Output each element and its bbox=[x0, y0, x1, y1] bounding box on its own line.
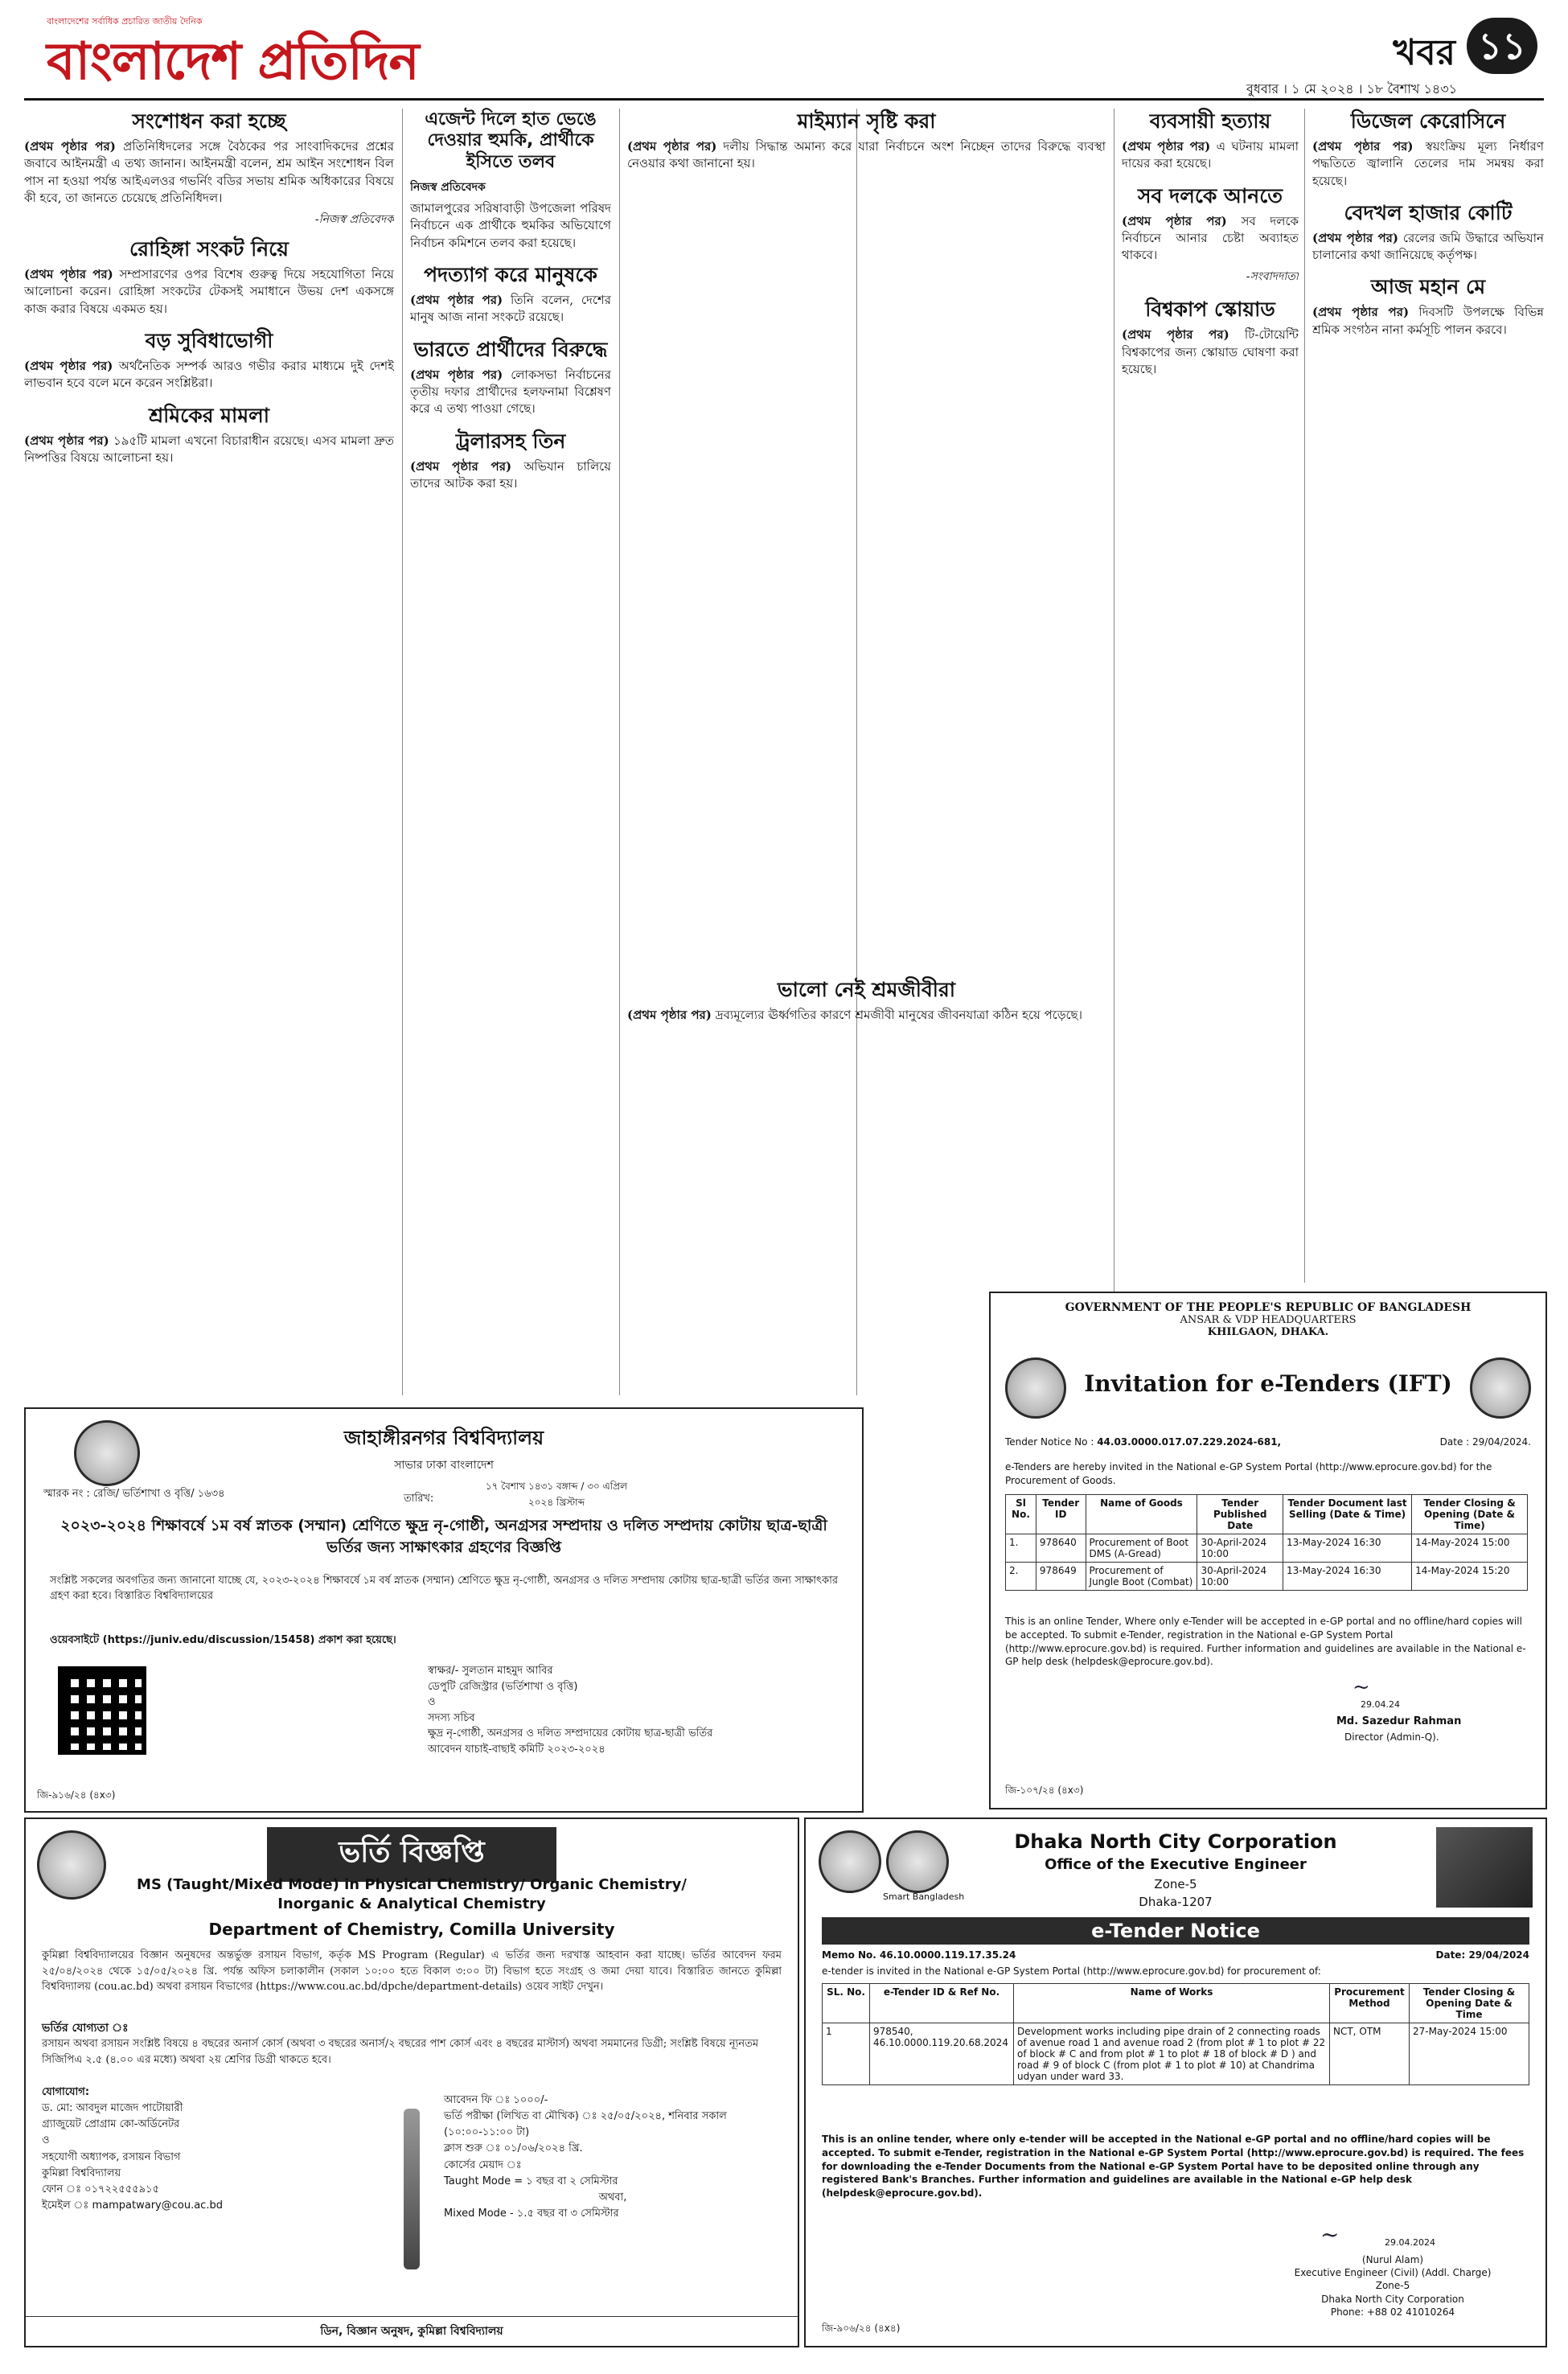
ju-website-link[interactable]: ওয়েবসাইটে (https://juniv.edu/discussion/15458) প্রকাশ করা হয়েছে। bbox=[50, 1634, 396, 1646]
govt-line2: ANSAR & VDP HEADQUARTERS bbox=[1180, 1314, 1357, 1326]
article-a2-continuation: (প্রথম পৃষ্ঠার পর) bbox=[24, 267, 113, 282]
ju-signer: স্বাক্ষর/- সুলতান মাহমুদ আবির bbox=[428, 1665, 553, 1677]
govt-th-close: Tender Closing & Opening (Date & Time) bbox=[1412, 1495, 1528, 1534]
govt-date bbox=[1440, 1436, 1531, 1448]
masthead-rule bbox=[24, 98, 1544, 101]
govt-row2-sl: 2. bbox=[1006, 1563, 1036, 1591]
dncc-date-label: Date: bbox=[1435, 1949, 1466, 1961]
article-a11-title[interactable]: ব্যবসায়ী হত্যায় bbox=[1149, 109, 1271, 133]
article-a3-continuation: (প্রথম পৃষ্ঠার পর) bbox=[24, 359, 113, 374]
dncc-th-sl: SL. No. bbox=[823, 1984, 870, 2023]
govt-date-value: 29/04/2024. bbox=[1472, 1436, 1531, 1448]
dncc-city: Dhaka-1207 bbox=[1139, 1895, 1213, 1909]
qr-code-icon[interactable] bbox=[58, 1666, 146, 1755]
dateline: বুধবার । ১ মে ২০২৪ । ১৮ বৈশাখ ১৪৩১ bbox=[1246, 81, 1457, 97]
article-a9-continuation: (প্রথম পৃষ্ঠার পর) bbox=[627, 139, 717, 154]
article-a1-continuation: (প্রথম পৃষ্ঠার পর) bbox=[24, 139, 116, 154]
ju-name: জাহাঙ্গীরনগর বিশ্ববিদ্যালয় bbox=[343, 1427, 544, 1449]
article-a3-title[interactable]: বড় সুবিধাভোগী bbox=[145, 329, 273, 353]
article-a7-title[interactable]: ভারতে প্রার্থীদের বিরুদ্ধে bbox=[413, 337, 608, 361]
cu-contact-phone: ফোন ঃ ০১৭২২৫৫৫৯১৫ bbox=[42, 2183, 159, 2195]
govt-signature: ~ bbox=[1353, 1675, 1370, 1699]
article-a16-body: দিবসটি উপলক্ষে বিভিন্ন শ্রমিক সংগঠন নানা কর্মসূচি পালন করবে। bbox=[1312, 305, 1544, 337]
dncc-signer-zone: Zone-5 bbox=[1375, 2280, 1410, 2292]
article-a4-body: ১৯৫টি মামলা এখনো বিচারাধীন রয়েছে। এসব মামলা দ্রুত নিষ্পত্তির বিষয়ে আলোচনা হয়। bbox=[24, 433, 394, 465]
article-a14-title[interactable]: ডিজেল কেরোসিনে bbox=[1350, 109, 1506, 133]
govt-row2-id: 978649 bbox=[1036, 1563, 1086, 1591]
article-a5-title[interactable]: এজেন্ট দিলে হাত ভেঙে দেওয়ার হুমকি, প্রার্থীকে ইসিতে তলব bbox=[425, 109, 597, 172]
govt-notice bbox=[1005, 1436, 1281, 1448]
article-a6-title[interactable]: পদত্যাগ করে মানুষকে bbox=[424, 263, 597, 287]
dncc-row-close: 27-May-2024 15:00 bbox=[1410, 2023, 1529, 2085]
ju-date-label: তারিখ: bbox=[404, 1493, 434, 1505]
table-row bbox=[823, 2023, 1529, 2085]
dncc-zone: Zone-5 bbox=[1154, 1877, 1197, 1891]
govt-th-pub: Tender Published Date bbox=[1197, 1495, 1283, 1534]
article-a6-continuation: (প্রথম পৃষ্ঠার পর) bbox=[410, 293, 503, 308]
article-a8-continuation: (প্রথম পৃষ্ঠার পর) bbox=[410, 458, 512, 474]
ju-date: ১৭ বৈশাখ ১৪৩১ বঙ্গাব্দ / ৩০ এপ্রিল ২০২৪ খ্রিস্টাব্দ bbox=[485, 1481, 628, 1508]
dncc-signer-org: Dhaka North City Corporation bbox=[1321, 2293, 1464, 2305]
dncc-sign-date: 29.04.2024 bbox=[1385, 2237, 1435, 2248]
article-a8-body: অভিযান চালিয়ে তাদের আটক করা হয়। bbox=[410, 458, 611, 491]
ansar-emblem-icon bbox=[1470, 1357, 1531, 1419]
article-a14-body: স্বয়ংক্রিয় মূল্য নির্ধারণ পদ্ধতিতে জ্বালানি তেলের দাম সমন্বয় করা হয়েছে। bbox=[1312, 139, 1544, 188]
cu-fee: আবেদন ফি ঃ ১০০০/- bbox=[444, 2094, 548, 2106]
article-a16-title[interactable]: আজ মহান মে bbox=[1370, 275, 1486, 299]
govt-row1-goods: Procurement of Boot DMS (A-Gread) bbox=[1086, 1534, 1197, 1563]
dncc-org: Dhaka North City Corporation bbox=[1014, 1830, 1337, 1853]
column-divider bbox=[1304, 109, 1305, 1283]
dncc-table-wrap bbox=[822, 1983, 1529, 2085]
govt-title: Invitation for e-Tenders (IFT) bbox=[1084, 1370, 1452, 1397]
dncc-office: Office of the Executive Engineer bbox=[1045, 1856, 1307, 1873]
newspaper-logo[interactable]: বাংলাদেশ প্রতিদিন bbox=[47, 32, 419, 92]
article-a12-body: সব দলকে নির্বাচনে আনার চেষ্টা অব্যাহত থাকবে। bbox=[1122, 213, 1299, 263]
smart-bangladesh-logo-icon bbox=[886, 1830, 949, 1893]
govt-line1: GOVERNMENT OF THE PEOPLE'S REPUBLIC OF BANGLADESH bbox=[1065, 1301, 1472, 1314]
ju-signature-block bbox=[428, 1663, 749, 1757]
column-divider bbox=[619, 109, 620, 1395]
dncc-th-close: Tender Closing & Opening Date & Time bbox=[1410, 1984, 1529, 2023]
cu-footer: ডিন, বিজ্ঞান অনুষদ, কুমিল্লা বিশ্ববিদ্যালয় bbox=[26, 2316, 798, 2346]
article-a14-continuation: (প্রথম পৃষ্ঠার পর) bbox=[1312, 139, 1414, 154]
ad-jahangirnagar-university bbox=[24, 1407, 864, 1813]
dncc-th-ref: e-Tender ID & Ref No. bbox=[870, 1984, 1014, 2023]
article-a12-title[interactable]: সব দলকে আনতে bbox=[1137, 183, 1283, 207]
dncc-date-value: 29/04/2024 bbox=[1468, 1949, 1529, 1961]
cu-duration-label: কোর্সের মেয়াদ ঃ bbox=[444, 2158, 522, 2171]
article-a16-continuation: (প্রথম পৃষ্ঠার পর) bbox=[1312, 305, 1410, 320]
govt-th-id: Tender ID bbox=[1036, 1495, 1086, 1534]
govt-row2-sell: 13-May-2024 16:30 bbox=[1283, 1563, 1412, 1591]
govt-row2-goods: Procurement of Jungle Boot (Combat) bbox=[1086, 1563, 1197, 1591]
dncc-tender-table bbox=[822, 1983, 1529, 2085]
govt-table-header-row bbox=[1006, 1495, 1528, 1534]
dncc-row-sl: 1 bbox=[823, 2023, 870, 2085]
dncc-th-method: Procurement Method bbox=[1330, 1984, 1410, 2023]
govt-row1-sell: 13-May-2024 16:30 bbox=[1283, 1534, 1412, 1563]
govt-line3: KHILGAON, DHAKA. bbox=[1207, 1326, 1329, 1338]
ju-and: ও bbox=[428, 1696, 436, 1708]
article-a7-continuation: (প্রথম পৃষ্ঠার পর) bbox=[410, 367, 503, 382]
govt-row2-close: 14-May-2024 15:20 bbox=[1412, 1563, 1528, 1591]
table-row bbox=[1006, 1563, 1528, 1591]
cu-contact-email[interactable]: ইমেইল ঃ mampatwary@cou.ac.bd bbox=[42, 2199, 223, 2212]
dncc-title: e-Tender Notice bbox=[822, 1917, 1529, 1945]
cu-process: ভর্তি পরীক্ষা (লিখিত বা মৌখিক) ঃ ২৫/০৫/২০২৪, শনিবার সকাল (১০:০০-১১:০০ টা) bbox=[444, 2110, 727, 2139]
article-a11-continuation: (প্রথম পৃষ্ঠার পর) bbox=[1122, 139, 1211, 154]
smart-bangladesh-label: Smart Bangladesh bbox=[883, 1891, 965, 1902]
test-tube-icon bbox=[404, 2109, 420, 2269]
article-a10-continuation: (প্রথম পৃষ্ঠার পর) bbox=[627, 1008, 712, 1022]
dncc-row-method: NCT, OTM bbox=[1330, 2023, 1410, 2085]
article-a15-body: রেলের জমি উদ্ধারে অভিযান চালানোর কথা জানিয়েছে কর্তৃপক্ষ। bbox=[1312, 230, 1544, 263]
article-a2-body: সম্প্রসারণের ওপর বিশেষ গুরুত্ব দিয়ে সহযোগিতা নিয়ে আলোচনা করেন। রোহিঙ্গা সংকটের টেকসই সমাধানে উভয় দেশ একসঙ্গে কাজ করার বিষয়ে একমত হয়। bbox=[24, 267, 394, 316]
dncc-logo-icon bbox=[819, 1830, 881, 1893]
article-a9-title[interactable]: মাইম্যান সৃষ্টি করা bbox=[797, 109, 936, 133]
article-a13-body: টি-টোয়েন্টি বিশ্বকাপের জন্য স্কোয়াড ঘোষণা করা হয়েছে। bbox=[1122, 327, 1299, 377]
govt-row1-sl: 1. bbox=[1006, 1534, 1036, 1563]
cu-contact-org: কুমিল্লা বিশ্ববিদ্যালয় bbox=[42, 2167, 121, 2179]
article-a4-continuation: (প্রথম পৃষ্ঠার পর) bbox=[24, 433, 109, 448]
cu-details bbox=[444, 2093, 782, 2222]
cu-contact-label: যোগাযোগ: bbox=[42, 2086, 90, 2098]
page-number-badge: ১১ bbox=[1467, 18, 1537, 74]
column-5 bbox=[1122, 105, 1299, 1287]
cu-eligibility: রসায়ন অথবা রসায়ন সংশ্লিষ্ট বিষয়ে ৪ বছরের অনার্স কোর্স (অথবা ৩ বছরের অনার্স/২ বছরের পাশ কোর্স এবং ৪ বছরের মাস্টার্স) অথবা সমমানের ডিগ্রী; সংশ্লিষ্ট বিষয়ে ন্যূনতম সিজিপিএ ২.৫ (৪.০০ এর মধ্যে) অথবা ২য় শ্রেণির ডিগ্রী থাকতে হবে। bbox=[42, 2038, 759, 2066]
article-a5-body: জামালপুরের সরিষাবাড়ী উপজেলা পরিষদ নির্বাচনে এক প্রার্থীকে হুমকির অভিযোগে নির্বাচন কমিশনে তলব করা হয়েছে। bbox=[410, 201, 611, 250]
dncc-intro: e-tender is invited in the National e-GP System Portal (http://www.eprocure.gov.bd) for procurement of: bbox=[822, 1965, 1321, 1977]
cu-contact bbox=[42, 2084, 380, 2214]
ad-dncc-tender bbox=[804, 1817, 1547, 2347]
article-a3-body: অর্থনৈতিক সম্পর্ক আরও গভীর করার মাধ্যমে দুই দেশই লাভবান হবে বলে মনে করেন সংশ্লিষ্টরা। bbox=[24, 359, 394, 391]
dncc-row-ref: 978540, 46.10.0000.119.20.68.2024 bbox=[870, 2023, 1014, 2085]
masthead bbox=[24, 8, 1544, 97]
cu-or: অথবা, bbox=[598, 2191, 627, 2204]
dncc-ad-code: জি-৯০৬/২৪ (৪x৪) bbox=[822, 2323, 901, 2334]
ju-body: সংশ্লিষ্ট সকলের অবগতির জন্য জানানো যাচ্ছে যে, ২০২৩-২০২৪ শিক্ষাবর্ষে ১ম বর্ষ স্নাতক (সম্মান) শ্রেণিতে ক্ষুদ্র নৃ-গোষ্ঠী, অনগ্রসর ও দলিত সম্প্রদায় কোটায় ছাত্র-ছাত্রী ভর্তির জন্য সাক্ষাৎকার গ্রহণ করা হবে। বিস্তারিত বিশ্ববিদ্যালয়ের bbox=[50, 1575, 838, 1602]
ju-memo: স্মারক নং : রেজি/ ভর্তিশাখা ও বৃত্তি/ ১৬৩৪ bbox=[43, 1488, 225, 1500]
cu-banner: ভর্তি বিজ্ঞপ্তি bbox=[267, 1827, 556, 1882]
cu-contact-role: গ্র্যাজুয়েট প্রোগ্রাম কো-অর্ডিনেটর bbox=[42, 2118, 180, 2131]
article-a1-body: প্রতিনিধিদলের সঙ্গে বৈঠকের পর সাংবাদিকদের প্রশ্নের জবাবে আইনমন্ত্রী এ তথ্য জানান। আইনমন্ত্রী বলেন, শ্রম আইন সংশোধন বিল পাস না হওয়া পর্যন্ত আইএলওর গভর্নিং বডির সভায় শ্রমিক অধিকারের বিষয়ে কী হবে, তা জানতে চেয়েছে প্রতিনিধিদল। bbox=[24, 139, 394, 205]
column-2 bbox=[410, 105, 611, 1399]
govt-th-goods: Name of Goods bbox=[1086, 1495, 1197, 1534]
dncc-signer-title: Executive Engineer (Civil) (Addl. Charge) bbox=[1294, 2267, 1492, 2279]
govt-row1-close: 14-May-2024 15:00 bbox=[1412, 1534, 1528, 1563]
ju-ad-code: জি-৯১৬/২৪ (৪x৩) bbox=[37, 1789, 116, 1801]
article-a9-body: দলীয় সিদ্ধান্ত অমান্য করে যারা নির্বাচনে অংশ নিচ্ছেন তাদের বিরুদ্ধে ব্যবস্থা নেওয়ার কথা জানানো হয়। bbox=[627, 139, 1106, 171]
govt-row1-pub: 30-April-2024 10:00 bbox=[1197, 1534, 1283, 1563]
ju-address: সাভার ঢাকা বাংলাদেশ bbox=[394, 1459, 494, 1472]
ju-headline: ২০২৩-২০২৪ শিক্ষাবর্ষে ১ম বর্ষ স্নাতক (সম্মান) শ্রেণিতে ক্ষুদ্র নৃ-গোষ্ঠী, অনগ্রসর সম্প্রদায় ও দলিত সম্প্রদায় কোটায় ছাত্র-ছাত্রী ভর্তির জন্য সাক্ষাৎকার গ্রহণের বিজ্ঞপ্তি bbox=[60, 1517, 827, 1556]
govt-tender-table-wrap bbox=[1005, 1494, 1528, 1591]
dncc-date bbox=[1436, 1949, 1529, 1961]
cu-taught: Taught Mode = ১ বছর বা ২ সেমিস্টার bbox=[444, 2175, 618, 2187]
logo-tagline: বাংলাদেশের সর্বাধিক প্রচারিত জাতীয় দৈনিক bbox=[47, 16, 203, 27]
dncc-table-header-row bbox=[823, 1984, 1529, 2023]
column-6 bbox=[1312, 105, 1544, 1287]
dncc-row-works: Development works including pipe drain of 2 connecting roads of avenue road 1 and avenue road 2 (from plot # 1 to plot # 22 of block # C and from plot # 1 to plot # 18 of block # D ) and road # 9 of block C (from plot # 1 to plot # 10) at Chandrima udyan under ward 33. bbox=[1014, 2023, 1330, 2085]
cu-mixed: Mixed Mode - ১.৫ বছর বা ৩ সেমিস্টার bbox=[444, 2207, 619, 2220]
cu-contact-role2: সহযোগী অধ্যাপক, রসায়ন বিভাগ bbox=[42, 2150, 181, 2163]
table-row bbox=[1006, 1534, 1528, 1563]
article-a11-body: এ ঘটনায় মামলা দায়ের করা হয়েছে। bbox=[1122, 139, 1299, 171]
section-name: খবর bbox=[1393, 32, 1455, 73]
govt-sign-date: 29.04.24 bbox=[1361, 1699, 1400, 1710]
article-a6-body: তিনি বলেন, দেশের মানুষ আজ নানা সংকটে রয়েছে। bbox=[410, 293, 611, 325]
dncc-signature-block bbox=[1256, 2253, 1529, 2319]
ju-signer-title: ডেপুটি রেজিস্ট্রার (ভর্তিশাখা ও বৃত্তি) bbox=[428, 1680, 578, 1693]
article-a2-title[interactable]: রোহিঙ্গা সংকট নিয়ে bbox=[129, 237, 289, 261]
article-a1-credit: -নিজস্ব প্রতিবেদক bbox=[314, 213, 394, 227]
article-a5-byline: নিজস্ব প্রতিবেদক bbox=[410, 181, 486, 195]
govt-emblem-icon bbox=[1005, 1357, 1066, 1419]
govt-notice-no: 44.03.0000.017.07.229.2024-681, bbox=[1097, 1436, 1282, 1448]
ad-ansar-vdp-tender bbox=[989, 1292, 1547, 1809]
portrait-image bbox=[1436, 1827, 1533, 1908]
column-divider bbox=[402, 109, 403, 1395]
cu-contact-name: ড. মো: আবদুল মাজেদ পাটোয়ারী bbox=[42, 2102, 183, 2115]
dncc-memo: Memo No. 46.10.0000.119.17.35.24 bbox=[822, 1949, 1016, 1961]
article-a12-continuation: (প্রথম পৃষ্ঠার পর) bbox=[1122, 213, 1227, 228]
govt-notice-label: Tender Notice No : bbox=[1005, 1436, 1094, 1448]
article-a1-title[interactable]: সংশোধন করা হচ্ছে bbox=[132, 109, 286, 133]
govt-note: This is an online Tender, Where only e-Tender will be accepted in e-GP portal and no offline/hard copies will be accepted. To submit e-Tender, registration in the National e-GP System Portal (http://www.eprocure.gov.bd) is required. Further information and guidelines are available in the National e-GP help desk (helpdesk@eprocure.gov.bd). bbox=[1005, 1616, 1526, 1668]
article-a10-title[interactable]: ভালো নেই শ্রমজীবীরা bbox=[778, 978, 955, 1001]
cu-class-start: ক্লাস শুরু ঃ ০১/০৬/২০২৪ খ্রি. bbox=[444, 2142, 583, 2155]
cu-body: কুমিল্লা বিশ্ববিদ্যালয়ের বিজ্ঞান অনুষদের অন্তর্ভুক্ত রসায়ন বিভাগ, কর্তৃক MS Program (Regular) এ ভর্তির জন্য দরখাস্ত আহবান করা যাচ্ছে। ভর্তির আবেদন ফরম ২৫/০৪/২০২৪ থেকে ১৫/০৫/২০২৪ খ্রি. পর্যন্ত অফিস চলাকালীন (সকাল ১০:০০ হতে বিকাল ৩:০০ টা) বিভাগ হতে সংগ্রহ ও জমা দেয়া যাবে। বিস্তারিত জানতে কুমিল্লা বিশ্ববিদ্যালয় (cou.ac.bd) অথবা রসায়ন বিভাগের (https://www.cou.ac.bd/dpche/department-details) ওয়েব সাইট দেখুন। bbox=[42, 1949, 782, 1993]
cu-logo-icon bbox=[37, 1830, 106, 1900]
govt-signer: Md. Sazedur Rahman bbox=[1336, 1715, 1462, 1727]
article-a4-title[interactable]: শ্রমিকের মামলা bbox=[148, 403, 270, 427]
dncc-phone: Phone: +88 02 41010264 bbox=[1330, 2306, 1455, 2318]
article-a10-body: দ্রব্যমূল্যের ঊর্ধ্বগতির কারণে শ্রমজীবী মানুষের জীবনযাত্রা কঠিন হয়ে পড়েছে। bbox=[715, 1008, 1083, 1022]
university-seal-icon bbox=[74, 1420, 140, 1486]
cu-program: MS (Taught/Mixed Mode) in Physical Chemistry/ Organic Chemistry/ Inorganic & Analytical Chemistry bbox=[137, 1876, 687, 1913]
article-a15-title[interactable]: বেদখল হাজার কোটি bbox=[1344, 200, 1513, 224]
dncc-signer: (Nurul Alam) bbox=[1361, 2254, 1424, 2265]
article-a8-title[interactable]: ট্রলারসহ তিন bbox=[455, 429, 566, 453]
article-a12-credit: -সংবাদদাতা bbox=[1246, 270, 1299, 284]
cu-dept: Department of Chemistry, Comilla University bbox=[208, 1920, 615, 1939]
govt-row1-id: 978640 bbox=[1036, 1534, 1086, 1563]
dncc-th-works: Name of Works bbox=[1014, 1984, 1330, 2023]
cu-contact-and: ও bbox=[42, 2134, 50, 2147]
cu-eligibility-label: ভর্তির যোগ্যতা ঃ bbox=[42, 2022, 129, 2035]
column-1 bbox=[24, 105, 394, 1399]
dncc-note: This is an online tender, where only e-tender will be accepted in the National e-GP portal and no offline/hard copies will be accepted. To submit e-Tender, registration in the National e-GP System Portal (http://www.eprocure.gov.bd) is required. The fees for downloading the e-Tender Documents from the National e-GP System Portal have to be deposited online through any registered Bank's Branches. Further information and guidelines are available in the National e-GP help desk (helpdesk@eprocure.gov.bd). bbox=[822, 2134, 1525, 2199]
govt-date-label: Date : bbox=[1439, 1436, 1470, 1448]
ad-comilla-university bbox=[24, 1817, 799, 2347]
article-a13-title[interactable]: বিশ্বকাপ স্কোয়াড bbox=[1145, 298, 1275, 322]
govt-signer-title: Director (Admin-Q). bbox=[1344, 1731, 1439, 1743]
govt-th-sell: Tender Document last Selling (Date & Time) bbox=[1283, 1495, 1412, 1534]
ju-committee: ক্ষুদ্র নৃ-গোষ্ঠী, অনগ্রসর ও দলিত সম্প্রদায়ের কোটায় ছাত্র-ছাত্রী ভর্তির আবেদন যাচাই-বাছাই কমিটি ২০২৩-২০২৪ bbox=[428, 1727, 713, 1756]
govt-row2-pub: 30-April-2024 10:00 bbox=[1197, 1563, 1283, 1591]
govt-th-sl: Sl No. bbox=[1006, 1495, 1036, 1534]
ju-member-secretary: সদস্য সচিব bbox=[428, 1711, 475, 1724]
article-a15-continuation: (প্রথম পৃষ্ঠার পর) bbox=[1312, 230, 1399, 245]
govt-intro: e-Tenders are hereby invited in the National e-GP System Portal (http://www.eprocure.gov.bd) for the Procurement of Goods. bbox=[1005, 1461, 1492, 1486]
article-a13-continuation: (প্রথম পৃষ্ঠার পর) bbox=[1122, 327, 1229, 343]
article-a7-body: লোকসভা নির্বাচনের তৃতীয় দফার প্রার্থীদের হলফনামা বিশ্লেষণ করে এ তথ্য পাওয়া গেছে। bbox=[410, 367, 611, 417]
govt-ad-code: জি-১০৭/২৪ (৪x৩) bbox=[1005, 1785, 1084, 1796]
dncc-signature: ~ bbox=[1320, 2221, 1340, 2248]
govt-tender-table bbox=[1005, 1494, 1528, 1591]
column-3-4-top bbox=[627, 105, 1106, 1029]
